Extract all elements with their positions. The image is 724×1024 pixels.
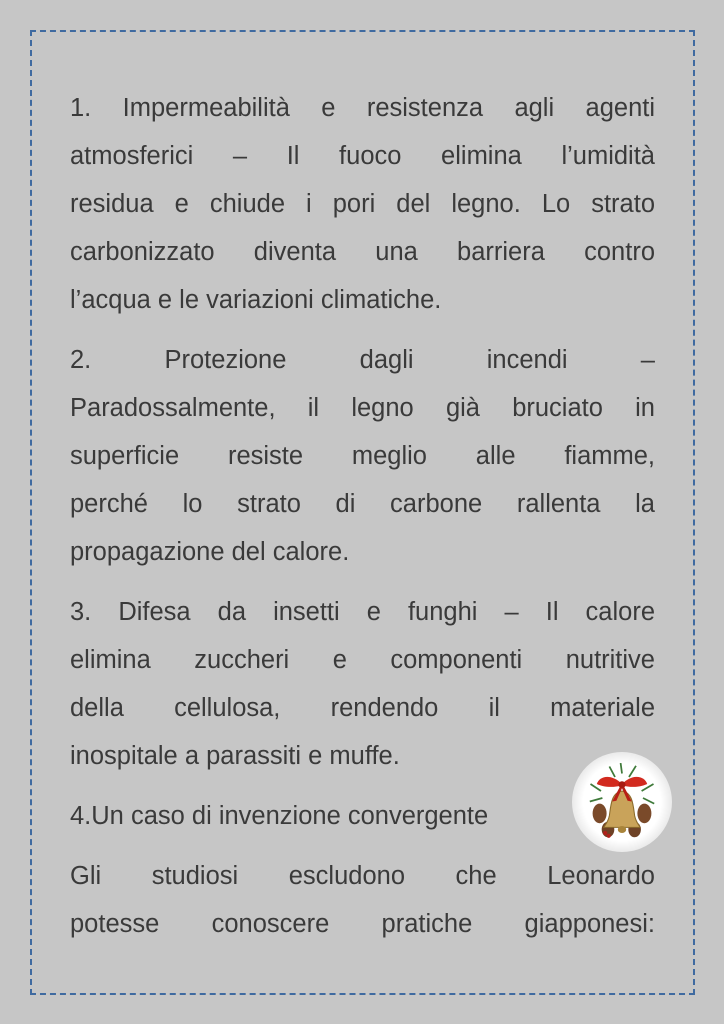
- paragraph-fire-protection: [70, 340, 655, 580]
- text-line: della cellulosa, rendendo il materiale: [70, 694, 655, 722]
- text-line: inospitale a parassiti e muffe.: [70, 742, 400, 770]
- text-line: propagazione del calore.: [70, 538, 350, 566]
- text-line: superficie resiste meglio alle fiamme,: [70, 442, 655, 470]
- text-line: residua e chiude i pori del legno. Lo strato: [70, 190, 655, 218]
- text-line: 4.Un caso di invenzione convergente: [70, 802, 489, 830]
- text-line: perché lo strato di carbone rallenta la: [70, 490, 655, 518]
- document-body: [70, 88, 655, 964]
- text-line: 3. Difesa da insetti e funghi – Il calore: [70, 598, 655, 626]
- text-line: elimina zuccheri e componenti nutritive: [70, 646, 655, 674]
- paragraph-waterproofing: [70, 88, 655, 328]
- paragraph-heading-convergent: [70, 796, 655, 844]
- paragraph-scholars: [70, 856, 655, 952]
- text-line: potesse conoscere pratiche giapponesi:: [70, 910, 655, 938]
- text-line: Paradossalmente, il legno già bruciato in: [70, 394, 655, 422]
- paragraph-insect-defense: [70, 592, 655, 784]
- text-line: l’acqua e le variazioni climatiche.: [70, 286, 442, 314]
- text-line: atmosferici – Il fuoco elimina l’umidità: [70, 142, 655, 170]
- text-line: Gli studiosi escludono che Leonardo: [70, 862, 655, 890]
- text-line: 1. Impermeabilità e resistenza agli agenti: [70, 94, 655, 122]
- text-line: carbonizzato diventa una barriera contro: [70, 238, 655, 266]
- text-line: 2. Protezione dagli incendi –: [70, 346, 655, 374]
